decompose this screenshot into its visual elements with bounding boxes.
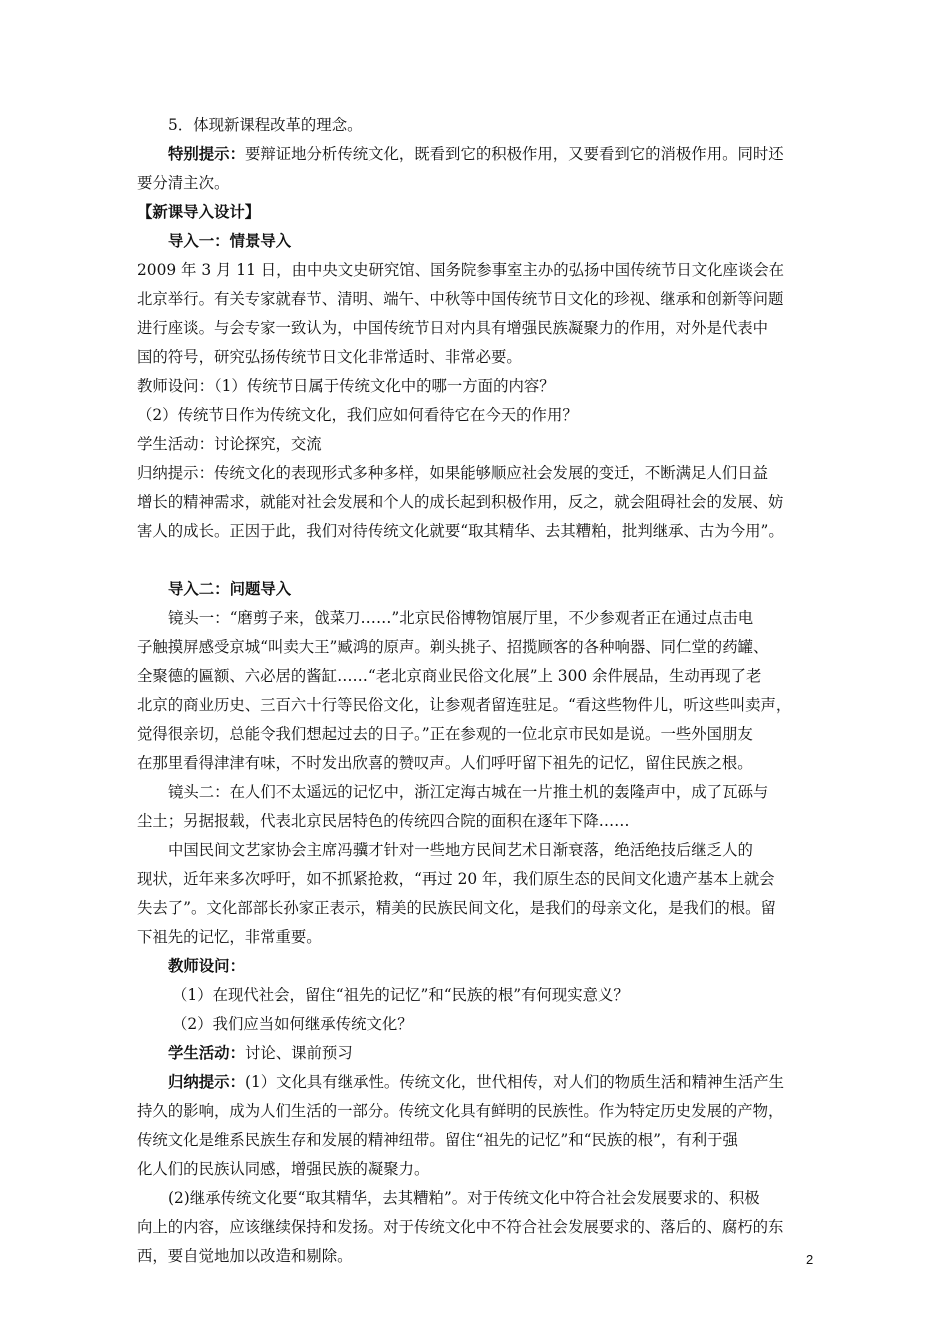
- intro1-summary-line: 害人的成长。正因于此，我们对待传统文化就要“取其精华、去其糟粕，批判继承、古为今用”。: [137, 522, 784, 540]
- student-activity: [168, 1042, 353, 1064]
- feng-paragraph-line: 中国民间文艺家协会主席冯骥才针对一些地方民间艺术日渐衰落，绝活绝技后继乏人的: [168, 841, 753, 859]
- special-tip-cont: 要分清主次。: [137, 174, 230, 192]
- intro1-paragraph-line: 2009 年 3 月 11 日，由中央文史研究馆、国务院参事室主办的弘扬中国传统节日文化座谈会在: [137, 261, 785, 279]
- intro1-paragraph-line: 北京举行。有关专家就春节、清明、端午、中秋等中国传统节日文化的珍视、继承和创新等问题: [137, 290, 784, 308]
- page-number: 2: [806, 1252, 814, 1267]
- shot1-line: 在那里看得津津有味，不时发出欣喜的赞叹声。人们呼吁留下祖先的记忆，留住民族之根。: [137, 754, 753, 772]
- summary-line: 化人们的民族认同感，增强民族的凝聚力。: [137, 1160, 430, 1178]
- special-tip-text: 要辩证地分析传统文化，既看到它的积极作用，又要看到它的消极作用。同时还: [244, 145, 784, 163]
- intro1-paragraph-line: 国的符号，研究弘扬传统节日文化非常适时、非常必要。: [137, 348, 522, 366]
- intro1-question-2: （2）传统节日作为传统文化，我们应如何看待它在今天的作用？: [137, 406, 578, 424]
- intro1-question-1: 教师设问：（1）传统节日属于传统文化中的哪一方面的内容？: [137, 377, 555, 395]
- special-tip-label: 特别提示：: [168, 145, 245, 163]
- feng-paragraph-line: 现状，近年来多次呼吁，如不抓紧抢救，“再过 20 年，我们原生态的民间文化遗产基本上就会: [137, 870, 775, 888]
- teacher-question-label: 教师设问：: [168, 957, 245, 975]
- intro1-summary-line: 增长的精神需求，就能对社会发展和个人的成长起到积极作用，反之，就会阻碍社会的发展、妨: [137, 493, 784, 511]
- summary-text: (1）文化具有继承性。传统文化，世代相传，对人们的物质生活和精神生活产生: [244, 1073, 785, 1091]
- intro2-question-2: （2）我们应当如何继承传统文化？: [172, 1015, 413, 1033]
- intro1-heading: 导入一：情景导入: [168, 232, 292, 250]
- student-activity-text: 讨论、课前预习: [244, 1044, 353, 1062]
- summary-line: 持久的影响，成为人们生活的一部分。传统文化具有鲜明的民族性。作为特定历史发展的产物，: [137, 1102, 784, 1120]
- shot1-line: 子触摸屏感受京城“叫卖大王”臧鸿的原声。剃头挑子、招揽顾客的各种响器、同仁堂的药罐、: [137, 638, 769, 656]
- student-activity-label: 学生活动：: [168, 1044, 245, 1062]
- summary-line: 西，要自觉地加以改造和剔除。: [137, 1247, 353, 1265]
- shot1-line: 觉得很亲切，总能令我们想起过去的日子。”正在参观的一位北京市民如是说。一些外国朋友: [137, 725, 753, 743]
- summary-label: 归纳提示：: [168, 1073, 245, 1091]
- shot1-line: 全聚德的匾额、六必居的酱缸……“老北京商业民俗文化展”上 300 余件展品，生动再现了老: [137, 667, 762, 685]
- shot2-line: 镜头二：在人们不太遥远的记忆中，浙江定海古城在一片推土机的轰隆声中，成了瓦砾与: [168, 783, 769, 801]
- intro1-activity: 学生活动：讨论探究，交流: [137, 435, 322, 453]
- feng-paragraph-line: 失去了”。文化部部长孙家正表示，精美的民族民间文化，是我们的母亲文化，是我们的根。留: [137, 899, 776, 917]
- shot1-line: 北京的商业历史、三百六十行等民俗文化，让参观者留连驻足。“看这些物件儿，听这些叫卖声，: [137, 696, 792, 714]
- summary-line: (2)继承传统文化要“取其精华，去其糟粕”。对于传统文化中符合社会发展要求的、积极: [168, 1189, 760, 1207]
- summary-line: 传统文化是维系民族生存和发展的精神纽带。留住“祖先的记忆”和“民族的根”，有利于强: [137, 1131, 738, 1149]
- intro1-summary-line: 归纳提示：传统文化的表现形式多种多样，如果能够顺应社会发展的变迁，不断满足人们日益: [137, 464, 769, 482]
- summary-line: 向上的内容，应该继续保持和发扬。对于传统文化中不符合社会发展要求的、落后的、腐朽的东: [137, 1218, 784, 1236]
- item-5: 5．体现新课程改革的理念。: [168, 116, 363, 134]
- intro1-paragraph-line: 进行座谈。与会专家一致认为，中国传统节日对内具有增强民族凝聚力的作用，对外是代表中: [137, 319, 769, 337]
- shot1-line: 镜头一：“磨剪子来，戗菜刀……”北京民俗博物馆展厅里，不少参观者正在通过点击电: [168, 609, 754, 627]
- special-tip: [168, 143, 784, 165]
- intro2-question-1: （1）在现代社会，留住“祖先的记忆”和“民族的根”有何现实意义？: [172, 986, 629, 1004]
- intro2-heading: 导入二：问题导入: [168, 580, 292, 598]
- section-heading: 【新课导入设计】: [137, 203, 261, 221]
- shot2-line: 尘土；另据报载，代表北京民居特色的传统四合院的面积在逐年下降……: [137, 812, 630, 830]
- feng-paragraph-line: 下祖先的记忆，非常重要。: [137, 928, 322, 946]
- summary-line: [168, 1071, 784, 1093]
